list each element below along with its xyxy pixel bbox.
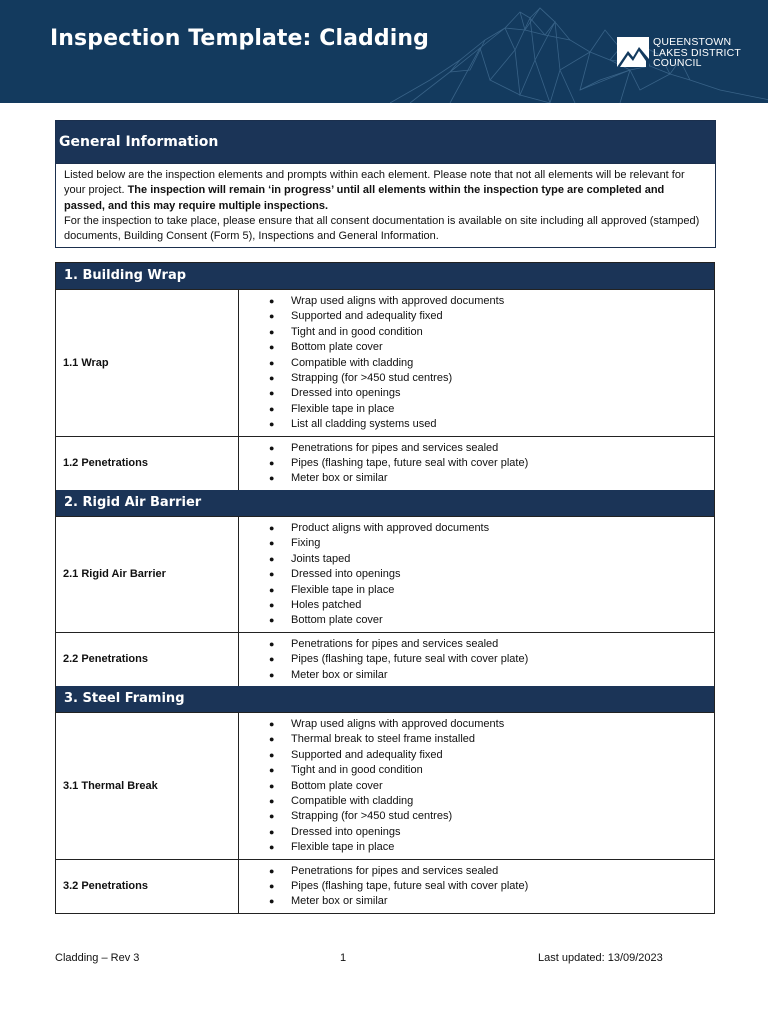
bullet-icon: ●	[269, 811, 275, 822]
row-label: 2.2 Penetrations	[56, 633, 239, 686]
list-item	[239, 521, 714, 536]
page-title: Inspection Template: Cladding	[50, 26, 429, 51]
list-item-text: Dressed into openings	[291, 568, 401, 581]
list-item-text: Meter box or similar	[291, 668, 388, 681]
general-information-heading: General Information	[56, 121, 715, 164]
bullet-icon: ●	[269, 584, 275, 595]
bullet-list	[239, 294, 714, 433]
list-item	[239, 371, 714, 386]
row-label: 1.2 Penetrations	[56, 437, 239, 490]
list-item-text: Penetrations for pipes and services sealed	[291, 441, 499, 454]
checklist-row	[56, 436, 714, 490]
bullet-icon: ●	[269, 419, 275, 430]
bullet-icon: ●	[269, 442, 275, 453]
list-item	[239, 809, 714, 824]
general-information-paragraph-2: For the inspection to take place, please ensure that all consent documentation is available on site including all approved (stamped) documents, Building Consent (Form 5), Inspections and General Information.	[64, 214, 700, 243]
bullet-icon: ●	[269, 765, 275, 776]
list-item	[239, 598, 714, 613]
header-banner	[0, 0, 768, 103]
general-information-box	[55, 120, 716, 248]
list-item-text: Meter box or similar	[291, 895, 388, 908]
row-items	[239, 290, 714, 436]
checklist-row	[56, 712, 714, 859]
list-item	[239, 309, 714, 324]
list-item-text: Dressed into openings	[291, 387, 401, 400]
list-item-text: Flexible tape in place	[291, 583, 395, 596]
checklist-row	[56, 859, 714, 913]
list-item-text: Bottom plate cover	[291, 614, 383, 627]
list-item-text: Strapping (for >450 stud centres)	[291, 372, 453, 385]
general-information-text	[56, 164, 715, 247]
bullet-icon: ●	[269, 842, 275, 853]
bullet-icon: ●	[269, 373, 275, 384]
bullet-icon: ●	[269, 553, 275, 564]
checklist-row	[56, 632, 714, 686]
bullet-icon: ●	[269, 638, 275, 649]
bullet-list	[239, 864, 714, 910]
list-item	[239, 583, 714, 598]
footer-last-updated: Last updated: 13/09/2023	[538, 952, 663, 964]
list-item-text: Product aligns with approved documents	[291, 521, 490, 534]
list-item	[239, 325, 714, 340]
list-item-text: Meter box or similar	[291, 472, 388, 485]
bullet-icon: ●	[269, 522, 275, 533]
list-item	[239, 294, 714, 309]
list-item-text: Pipes (flashing tape, future seal with cover plate)	[291, 653, 529, 666]
list-item	[239, 637, 714, 652]
section-heading: 3. Steel Framing	[56, 686, 714, 712]
row-items	[239, 713, 714, 859]
list-item	[239, 668, 714, 683]
bullet-icon: ●	[269, 403, 275, 414]
row-items	[239, 517, 714, 632]
list-item-text: Bottom plate cover	[291, 779, 383, 792]
list-item-text: Pipes (flashing tape, future seal with cover plate)	[291, 457, 529, 470]
list-item-text: Holes patched	[291, 598, 362, 611]
list-item-text: Thermal break to steel frame installed	[291, 733, 476, 746]
bullet-icon: ●	[269, 615, 275, 626]
bullet-list	[239, 441, 714, 487]
list-item	[239, 717, 714, 732]
list-item	[239, 894, 714, 909]
row-label: 1.1 Wrap	[56, 290, 239, 436]
list-item-text: Dressed into openings	[291, 825, 401, 838]
list-item-text: Wrap used aligns with approved documents	[291, 295, 505, 307]
list-item	[239, 417, 714, 432]
footer-page-number: 1	[340, 952, 347, 964]
list-item-text: Pipes (flashing tape, future seal with cover plate)	[291, 880, 529, 892]
list-item-text: Joints taped	[291, 552, 351, 565]
list-item	[239, 613, 714, 628]
gi-text-normal: Listed below are the inspection elements and prompts within each element. Please note that not all elements will be relevant for your project.	[64, 169, 685, 197]
list-item-text: Bottom plate cover	[291, 341, 383, 354]
list-item-text: Compatible with cladding	[291, 794, 414, 807]
checklist-row	[56, 289, 714, 436]
checklist-row	[56, 516, 714, 632]
bullet-icon: ●	[269, 669, 275, 680]
list-item	[239, 652, 714, 667]
bullet-list	[239, 717, 714, 856]
list-item	[239, 340, 714, 355]
bullet-icon: ●	[269, 654, 275, 665]
list-item	[239, 471, 714, 486]
list-item-text: Compatible with cladding	[291, 356, 414, 369]
bullet-icon: ●	[269, 865, 275, 876]
list-item	[239, 732, 714, 747]
bullet-icon: ●	[269, 569, 275, 580]
row-items	[239, 860, 714, 913]
general-information-paragraph-1	[64, 168, 707, 214]
council-logo	[617, 37, 741, 69]
row-label: 2.1 Rigid Air Barrier	[56, 517, 239, 632]
list-item	[239, 864, 714, 879]
council-logo-icon	[617, 37, 649, 67]
list-item	[239, 779, 714, 794]
bullet-icon: ●	[269, 538, 275, 549]
list-item-text: Fixing	[291, 537, 321, 550]
logo-line-1: QUEENSTOWN	[653, 36, 732, 48]
row-items	[239, 633, 714, 686]
row-label: 3.2 Penetrations	[56, 860, 239, 913]
list-item-text: Tight and in good condition	[291, 325, 423, 338]
bullet-icon: ●	[269, 881, 275, 891]
list-item-text: Flexible tape in place	[291, 402, 395, 415]
section-heading: 2. Rigid Air Barrier	[56, 490, 714, 516]
bullet-icon: ●	[269, 388, 275, 399]
list-item	[239, 402, 714, 417]
inspection-checklist-table	[55, 262, 715, 914]
section-heading: 1. Building Wrap	[56, 263, 714, 289]
list-item-text: List all cladding systems used	[291, 418, 437, 431]
bullet-icon: ●	[269, 326, 275, 337]
list-item	[239, 456, 714, 471]
list-item-text: Strapping (for >450 stud centres)	[291, 810, 453, 823]
list-item	[239, 763, 714, 778]
list-item-text: Tight and in good condition	[291, 764, 423, 777]
list-item	[239, 441, 714, 456]
bullet-icon: ●	[269, 749, 275, 760]
list-item	[239, 567, 714, 582]
list-item-text: Penetrations for pipes and services sealed	[291, 864, 499, 877]
logo-line-2: LAKES DISTRICT	[653, 46, 741, 59]
bullet-icon: ●	[269, 780, 275, 791]
bullet-list	[239, 637, 714, 683]
list-item	[239, 825, 714, 840]
bullet-icon: ●	[269, 296, 275, 306]
list-item-text: Wrap used aligns with approved documents	[291, 717, 505, 730]
bullet-icon: ●	[269, 718, 275, 729]
row-items	[239, 437, 714, 490]
bullet-icon: ●	[269, 734, 275, 745]
bullet-icon: ●	[269, 599, 275, 610]
list-item	[239, 552, 714, 567]
bullet-list	[239, 521, 714, 629]
list-item-text: Supported and adequality fixed	[291, 310, 443, 323]
list-item	[239, 879, 714, 894]
bullet-icon: ●	[269, 473, 275, 484]
bullet-icon: ●	[269, 795, 275, 806]
footer-revision: Cladding – Rev 3	[55, 952, 140, 964]
list-item	[239, 794, 714, 809]
list-item-text: Flexible tape in place	[291, 841, 395, 854]
bullet-icon: ●	[269, 826, 275, 837]
bullet-icon: ●	[269, 458, 275, 469]
logo-line-3: COUNCIL	[653, 57, 702, 69]
bullet-icon: ●	[269, 342, 275, 353]
bullet-icon: ●	[269, 896, 275, 907]
row-label: 3.1 Thermal Break	[56, 713, 239, 859]
list-item	[239, 536, 714, 551]
list-item	[239, 386, 714, 401]
gi-text-bold: The inspection will remain ‘in progress’ until all elements within the inspection type are completed and passed, and this may require multiple inspections.	[64, 184, 665, 212]
list-item	[239, 748, 714, 763]
bullet-icon: ●	[269, 357, 275, 368]
list-item	[239, 356, 714, 371]
list-item	[239, 840, 714, 855]
list-item-text: Penetrations for pipes and services sealed	[291, 637, 499, 650]
bullet-icon: ●	[269, 311, 275, 322]
list-item-text: Supported and adequality fixed	[291, 748, 443, 761]
